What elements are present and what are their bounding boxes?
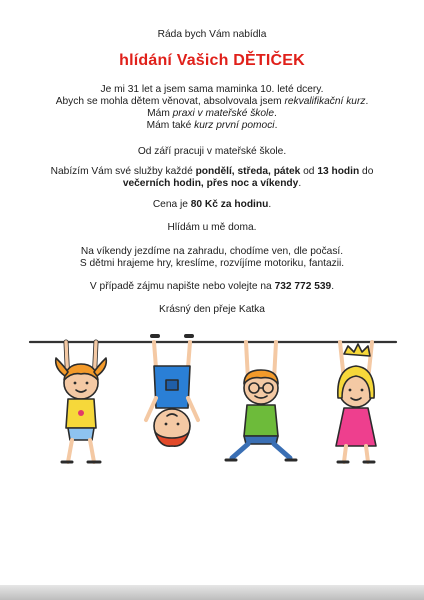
intro-text: Ráda bych Vám nabídla — [157, 29, 267, 40]
first-aid-course-text: kurz první pomoci — [194, 120, 275, 131]
retraining-course-text: rekvalifikační kurz — [284, 96, 366, 107]
service-days: pondělí, středa, pátek — [195, 166, 301, 177]
flyer-title: hlídání Vašich DĚTIČEK — [119, 52, 305, 69]
children-on-bar-illustration — [28, 328, 398, 473]
services-line-1: Nabízím Vám své služby každé pondělí, středa, pátek od 13 hodin do — [50, 166, 374, 177]
price-text: Cena je 80 Kč za hodinu. — [152, 199, 272, 210]
phone-number: 732 772 539 — [274, 281, 332, 292]
child-boy-glasses-icon — [226, 342, 296, 460]
services-line-2: večerních hodin, přes noc a víkendy. — [122, 178, 302, 189]
place-text: Hlídám u mě doma. — [167, 222, 257, 233]
activities-line-2: S dětmi hrajeme hry, kreslíme, rozvíjíme motoriku, fantazii. — [79, 258, 345, 269]
about-line-4: Mám také kurz první pomoci. — [146, 120, 278, 131]
child-boy-upside-down-icon — [146, 336, 198, 446]
service-times: večerních hodin, přes noc a víkendy — [122, 178, 299, 189]
activities-line-1: Na víkendy jezdíme na zahradu, chodíme ven, dle počasí. — [80, 246, 344, 257]
child-girl-pigtails-icon — [56, 342, 107, 462]
child-girl-crown-icon — [336, 342, 376, 462]
service-start-time: 13 hodin — [317, 166, 360, 177]
page-bottom-edge — [0, 585, 424, 600]
kindergarten-practice-text: praxi v mateřské škole — [172, 108, 274, 119]
about-line-2: Abych se mohla dětem věnovat, absolvovala jsem rekvalifikační kurz. — [55, 96, 369, 107]
closing-text: Krásný den přeje Katka — [159, 304, 265, 315]
contact-text: V případě zájmu napište nebo volejte na 732 772 539. — [89, 281, 335, 292]
price-value: 80 Kč za hodinu — [190, 199, 269, 210]
about-line-3: Mám praxi v mateřské škole. — [147, 108, 277, 119]
about-line-1: Je mi 31 let a jsem sama maminka 10. leté dcery. — [100, 84, 324, 95]
job-text: Od září pracuji v mateřské škole. — [137, 146, 287, 157]
